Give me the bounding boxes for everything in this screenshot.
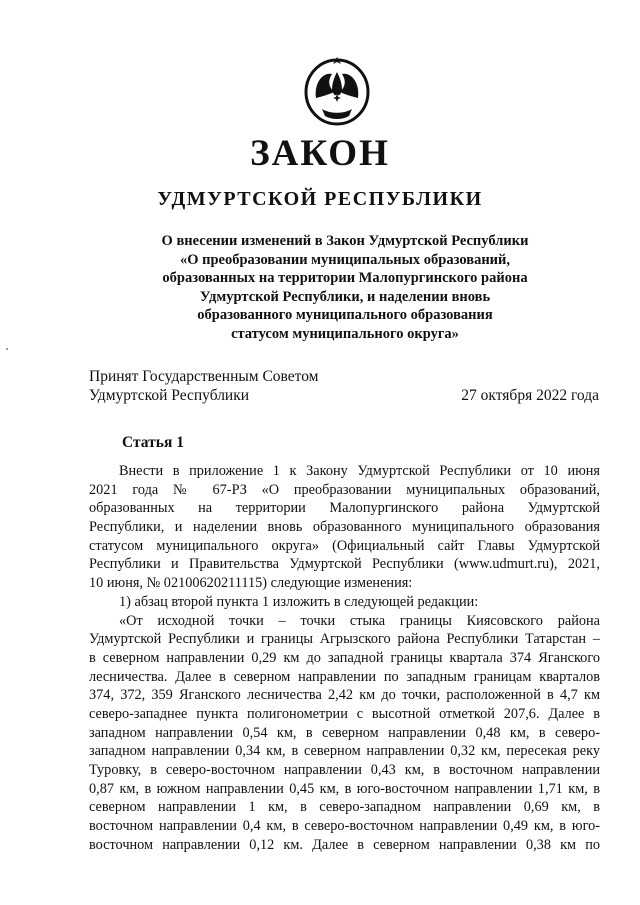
- article-body: [89, 462, 600, 854]
- body-line: статусом муниципального округа» (Официальный сайт Главы Удмуртской: [89, 537, 600, 554]
- udmurtia-coat-of-arms-icon: [302, 54, 372, 128]
- adopted-by-line: Принят Государственным Советом: [89, 368, 319, 385]
- body-line: 10 июня, № 02100620211115) следующие изменения:: [89, 575, 413, 592]
- body-line: 0,87 км, в южном направлении 0,45 км, в юго-восточном направлении 1,71 км, в: [89, 780, 600, 797]
- body-line: 374, 372, 359 Яганского лесничества 2,42 км до точки, расположенной в 4,7 км: [89, 687, 600, 704]
- adopted-by-line: Удмуртской Республики: [89, 387, 250, 404]
- body-line: Внести в приложение 1 к Закону Удмуртской Республики от 10 июня: [119, 463, 600, 479]
- body-line: 2021 года № 67-РЗ «О преобразовании муниципальных образований,: [89, 481, 600, 498]
- document-title: ЗАКОН: [250, 133, 390, 174]
- body-line: Республики и Правительства Удмуртской Республики (www.udmurt.ru), 2021,: [89, 556, 600, 573]
- law-name-line: статусом муниципального округа»: [231, 325, 459, 342]
- body-line: 1) абзац второй пункта 1 изложить в следующей редакции:: [119, 593, 479, 610]
- body-line: восточном направлении 0,4 км, в северо-восточном направлении 0,49 км, в юго-: [89, 818, 600, 835]
- body-line: лесничества. Далее в северном направлении по западным границам кварталов: [89, 668, 600, 685]
- body-line: образованных на территории Малопургинского района Удмуртской: [89, 500, 600, 517]
- body-line: Республики, и наделении вновь образованного муниципального образования: [89, 519, 600, 536]
- adoption-date: 27 октября 2022 года: [461, 387, 599, 404]
- body-line: западном направлении 0,54 км, в северном направлении 0,48 км, в северо-: [89, 724, 600, 741]
- body-line: северо-западнее пункта полигонометрии с высотной отметкой 207,6. Далее в: [89, 705, 600, 722]
- body-line: «От исходной точки – точки стыка границы Киясовского района: [119, 612, 600, 629]
- body-line: западном направлении 0,34 км, в северном направлении 0,32 км, пересекая реку: [89, 743, 600, 760]
- body-line: северном направлении 1 км, в северо-западном направлении 0,69 км, в: [89, 799, 600, 816]
- law-name-line: образованных на территории Малопургинского района: [162, 270, 528, 287]
- scan-artifact: [6, 348, 8, 350]
- article-heading: Статья 1: [122, 434, 184, 451]
- law-name-line: образованного муниципального образования: [197, 307, 493, 324]
- body-line: Удмуртской Республики и границы Агрызского района Республики Татарстан –: [89, 631, 600, 648]
- document-subtitle: УДМУРТСКОЙ РЕСПУБЛИКИ: [157, 188, 483, 210]
- law-name-line: «О преобразовании муниципальных образований,: [179, 251, 511, 268]
- body-line: в северном направлении 0,29 км до западной границы квартала 374 Яганского: [89, 649, 600, 666]
- adopted-by: [89, 367, 319, 405]
- law-name-line: О внесении изменений в Закон Удмуртской Республики: [161, 233, 529, 249]
- body-line: Туровку, в северо-восточном направлении 0,43 км, в восточном направлении: [89, 762, 600, 778]
- body-line: восточном направлении 0,12 км. Далее в северном направлении 0,38 км по: [89, 836, 600, 853]
- law-name: [90, 232, 600, 344]
- law-name-line: Удмуртской Республики, и наделении вновь: [199, 288, 491, 305]
